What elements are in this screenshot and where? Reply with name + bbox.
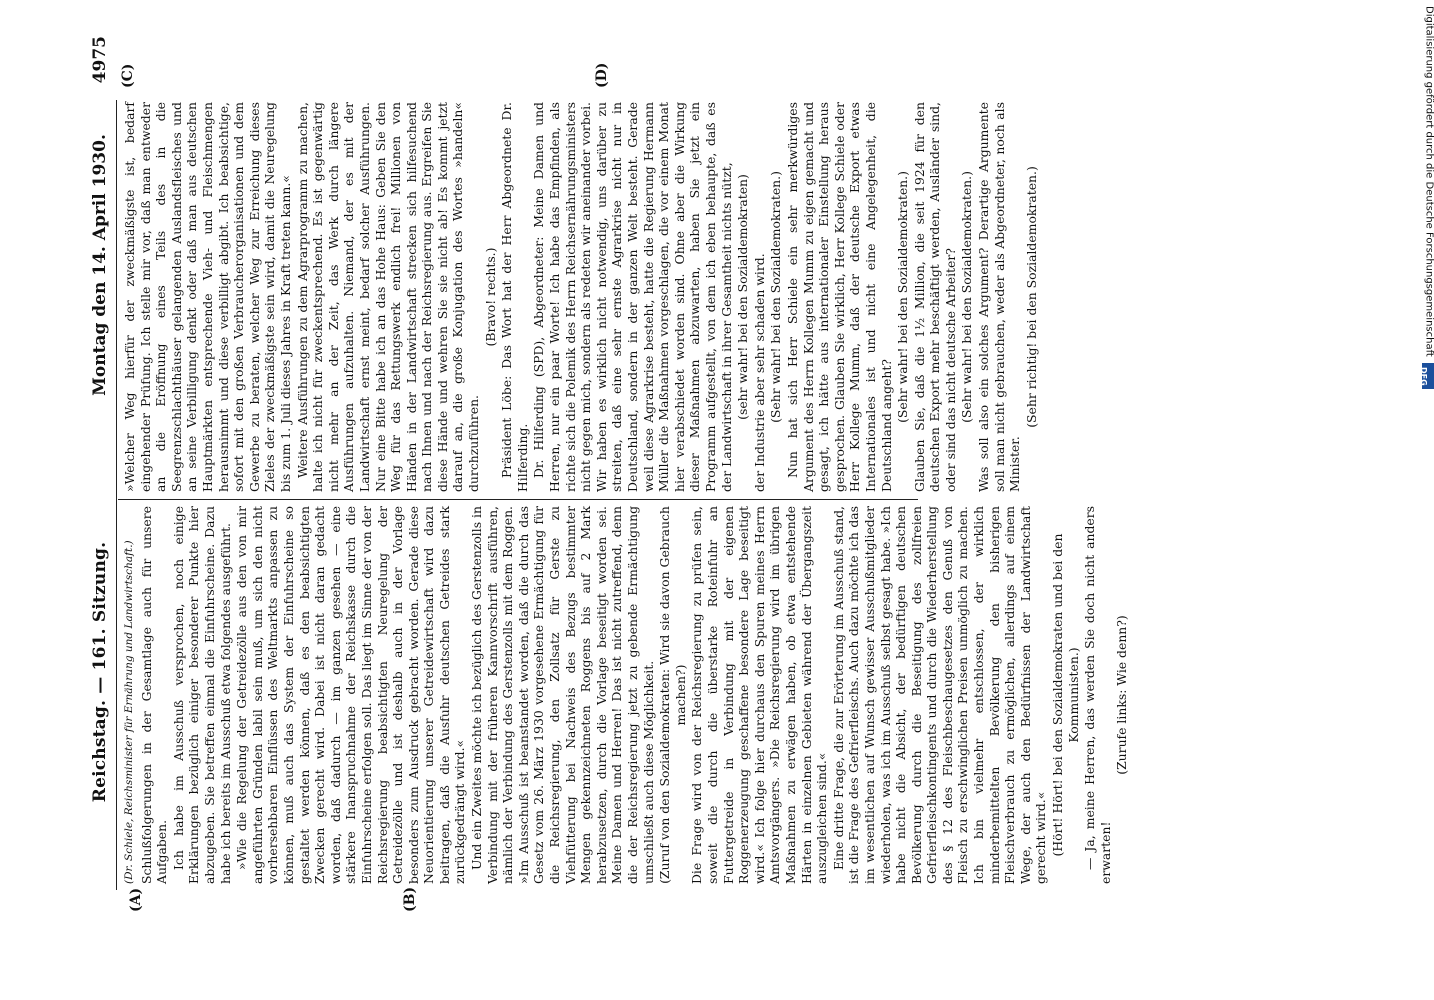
interjection: (Zurufe links: Wie denn?): [1114, 615, 1130, 775]
speaker-kicker: (Dr. Schiele, Reichsminister für Ernährung und Landwirtschaft.): [123, 540, 135, 884]
funding-note: [1419, 6, 1434, 766]
paragraph: Schlußfolgerungen in der Gesamtlage auch für unsere Aufgaben.: [138, 506, 170, 884]
margin-mark-b: (B): [402, 886, 418, 912]
paragraph: Weitere Ausführungen zu dem Agrarprogramm zu machen, halte ich nicht für zweckentsprechend. Es ist gegenwärtig nicht mehr an der Zeit, das Werk durch längere Ausführungen aufzuhalten. Niemand, der es mit der Landwirtschaft ernst meint, bedarf solcher Ausführungen. Nur eine Bitte habe ich an das Hohe Haus: Geben Sie den Weg für das Rettungswerk endlich frei! Millionen von Händen in der Landwirtschaft strecken sich hilfesuchend nach Ihnen und nach der Reichsregierung aus. Ergreifen Sie diese Hände und wehren Sie sie nicht ab! Es kommt jetzt darauf an, die große Konjugation des Wortes »handeln« durchzuführen.: [294, 102, 482, 492]
running-header-date: Montag den 14. April 1930.: [90, 134, 110, 396]
paragraph: Die Frage wird von der Reichsregierung zu prüfen sein, soweit die durch die überstarke Roteinfuhr an Futtergetreide in Verbindung mit der eigenen Roggenerzeugung geschaffene besondere Lage beseitigt wird.« Ich folge hier durchaus den Spuren meines Herrn Amtsvorgängers. »Die Reichsregierung wird im übrigen Maßnahmen zu erwägen haben, ob etwa entstehende Härten in einzelnen Gebieten während der Übergangszeit auszugleichen sind.«: [689, 506, 830, 884]
paragraph: Was soll also ein solches Argument? Derartige Argumente soll man nicht gebrauchen, weder als Abgeordneter, noch als Minister.: [976, 102, 1023, 492]
interjection: (Bravo! rechts.): [482, 247, 498, 347]
interjection: (Sehr wahr! bei den Sozialdemokraten.): [959, 171, 975, 423]
interjection: (Zuruf von den Sozialdemokraten: Wird sie davon Gebrauch machen?): [657, 506, 688, 884]
funding-text: Digitalisierung gefördert durch die Deutsche Forschungsgemeinschaft: [1423, 6, 1434, 357]
interjection: (sehr wahr! bei den Sozialdemokraten): [735, 174, 751, 420]
paragraph: Glauben Sie, daß die 1½ Million, die seit 1924 für den deutschen Export mehr beschäftigt werden, Ausländer sind, oder sind das nicht deutsche Arbeiter?: [911, 102, 958, 492]
margin-mark-a: (A): [128, 887, 144, 912]
paragraph: der Industrie aber sehr schaden wird.: [751, 253, 767, 492]
header-rule: [116, 100, 117, 890]
paragraph: Eine dritte Frage, die zur Erörterung im Ausschuß stand, ist die Frage des Gefrierfleischs. Auch dazu möchte ich das im wesentlichen auf Wunsch gewisser Ausschußmitglieder wiederholen, was ich im Ausschuß selbst gesagt habe. »Ich habe nicht die Absicht, der bedürftigen deutschen Bevölkerung durch die Beseitigung des zollfreien Gefrierfleischkontingents und durch die Wiederherstellung des § 12 des Fleischbeschaugesetzes den Genuß von Fleisch zu erschwinglichen Preisen unmöglich zu machen. Ich bin vielmehr entschlossen, der wirklich minderbemittelten Bevölkerung den bisherigen Fleischverbrauch zu ermöglichen, allerdings auf einem Wege, der auch den Bedürfnissen der Landwirtschaft gerecht wird.«: [830, 506, 1049, 884]
paragraph: — Ja, meine Herren, das werden Sie doch nicht anders erwarten!: [1082, 506, 1113, 884]
interjection: (Sehr wahr! bei den Sozialdemokraten.): [768, 171, 784, 423]
margin-mark-c: (C): [120, 63, 136, 88]
right-column: [122, 102, 1040, 492]
interjection: (Sehr wahr! bei den Sozialdemokraten.): [895, 171, 911, 423]
margin-mark-d: (D): [594, 62, 610, 88]
left-column: [122, 506, 1131, 884]
paragraph: »Welcher Weg hierfür der zweckmäßigste ist, bedarf eingehender Prüfung. Ich stelle mir vor, daß man entweder an die Eröffnung eines Teils des in die Seegrenzschlachthäuser gelangenden Auslandsfleisches und an seine Verbilligung denkt oder daß man aus deutschen Hauptmärkten entsprechende Vieh- und Fleischmengen herausnimmt und diese verbilligt abgibt. Ich beabsichtige, sofort mit den großen Verbraucherorganisationen und dem Gewerbe zu beraten, welcher Weg zur Erreichung dieses Zieles der zweckmäßigste sein wird, damit die Neuregelung bis zum 1. Juli dieses Jahres in Kraft treten kann.«: [122, 102, 293, 492]
interjection: (Sehr richtig! bei den Sozialdemokraten.): [1023, 166, 1039, 428]
column-divider: [118, 499, 918, 500]
speaker-line: Präsident Löbe: Das Wort hat der Herr Abgeordnete Dr. Hilferding.: [499, 102, 530, 492]
dfg-logo: DFG: [1422, 363, 1434, 389]
paragraph: Dr. Hilferding (SPD), Abgeordneter: Meine Damen und Herren, nur ein paar Worte! Ich habe das Empfinden, als richte sich die Polemik des Herrn Reichsernährungsministers nicht gegen mich, sondern als redeten wir aneinander vorbei. Wir haben es wirklich nicht notwendig, uns darüber zu streiten, daß eine sehr ernste Agrarkrise nicht nur in Deutschland, sondern in der ganzen Welt besteht. Gerade weil diese Agrarkrise besteht, hatte die Regierung Hermann Müller die Maßnahmen vorgeschlagen, die vor einem Monat hier verabschiedet worden sind. Ohne aber die Wirkung dieser Maßnahmen abzuwarten, haben Sie jetzt ein Programm aufgestellt, von dem ich eben behaupte, daß es der Landwirtschaft in ihrer Gesamtheit nichts nützt,: [531, 102, 734, 492]
paragraph: Ich habe im Ausschuß versprochen, noch einige Erklärungen bezüglich einiger besonderer Punkte hier abzugeben. Sie betreffen einmal die Einfuhrscheine. Dazu habe ich bereits im Ausschuß etwa folgendes ausgeführt.: [170, 506, 233, 884]
interjection: (Hört! Hört! bei den Sozialdemokraten und bei den Kommunisten.): [1050, 533, 1081, 857]
page-number: 4975: [90, 36, 110, 84]
paragraph: »Wie die Regelung der Getreidezölle aus den von mir angeführten Gründen labil sein muß, um sich den nicht vorhersehbaren Einflüssen des Weltmarkts anpassen zu können, muß auch das System der Einfuhrscheine so gestaltet werden können, daß es den beabsichtigten Zwecken gerecht wird. Dabei ist nicht daran gedacht worden, daß dadurch — im ganzen gesehen — eine stärkere Inanspruchnahme der Reichskasse durch die Einfuhrscheine erfolgen soll. Das liegt im Sinne der von der Reichsregierung beabsichtigten Neuregelung der Getreidezölle und ist deshalb auch in der Vorlage besonders zum Ausdruck gebracht worden. Gerade diese Neuorientierung unserer Getreidewirtschaft wird dazu beitragen, daß die Ausfuhr deutschen Getreides stark zurückgedrängt wird.«: [234, 506, 468, 884]
paragraph: Und ein Zweites möchte ich bezüglich des Gerstenzolls in Verbindung mit der früheren Kannvorschrift ausführen, nämlich der Verbindung des Gerstenzolls mit dem Roggen. »Im Ausschuß ist beanstandet worden, daß die durch das Gesetz vom 26. März 1930 vorgesehene Ermächtigung für die Reichsregierung, den Zollsatz für Gerste zu Viehfütterung bei Nachweis des Bezugs bestimmter Mengen gekennzeichneten Roggens bis auf 2 Mark herabzusetzen, durch die Vorlage beseitigt worden sei. Meine Damen und Herren! Das ist nicht zutreffend, denn die der Reichsregierung jetzt zu gebende Ermächtigung umschließt auch diese Möglichkeit.: [469, 506, 656, 884]
paragraph: Nun hat sich Herr Schiele ein sehr merkwürdiges Argument des Herrn Kollegen Mumm zu eigen gemacht und gesagt, ich hätte aus internationaler Einstellung heraus gesprochen. Glauben Sie wirklich, Herr Kollege Schiele oder Herr Kollege Mumm, daß der deutsche Export etwas Internationales ist und nicht eine Angelegenheit, die Deutschland angeht?: [784, 102, 894, 492]
running-header-left: Reichstag. — 161. Sitzung.: [90, 541, 110, 803]
